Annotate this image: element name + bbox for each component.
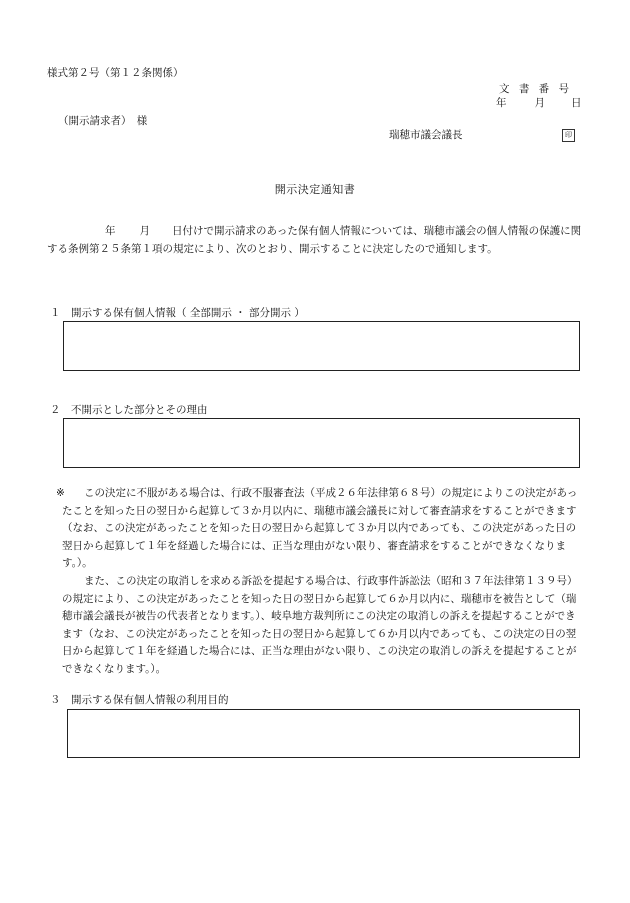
section-2-heading: ２ 不開示とした部分とその理由 — [50, 404, 208, 416]
notice-paragraph-1: この決定に不服がある場合は、行政不服審査法（平成２６年法律第６８号）の規定によりこの決定があったことを知った日の翌日から起算して３か月以内に、瑞穂市議会議長に対して審査請求をすることができます（なお、この決定があったことを知った日の翌日から起算して３か月以内であっても、この決定があった日の翌日から起算して１年を経過した場合には、正当な理由がない限り、審査請求をすることができなくなります。）。 — [62, 487, 578, 570]
seal-mark: 印 — [562, 129, 575, 142]
body-year-label: 年 — [105, 225, 116, 237]
section-3-box[interactable] — [67, 709, 580, 758]
form-label: 様式第２号（第１２条関係） — [47, 67, 184, 79]
date-day-label: 日 — [571, 97, 582, 109]
notice-mark: ※ — [56, 487, 65, 499]
issuer-name: 瑞穂市議会議長 — [389, 129, 463, 141]
appeal-notice — [56, 485, 584, 679]
date-line — [496, 96, 582, 111]
body-paragraph — [47, 222, 585, 258]
body-month-label: 月 — [139, 225, 150, 237]
section-1-box[interactable] — [63, 321, 580, 371]
requester-line: （開示請求者） 様 — [58, 115, 148, 127]
notice-paragraph-2: また、この決定の取消しを求める訴訟を提起する場合は、行政事件訴訟法（昭和３７年法律第１３９号）の規定により、この決定があったことを知った日の翌日から起算して６か月以内に、瑞穂市を被告として（瑞穂市議会議長が被告の代表者となります。）、岐阜地方裁判所にこの決定の取消しの訴えを提起することができます（なお、この決定があったことを知った日の翌日から起算して６か月以内であっても、この決定の日の翌日から起算して１年を経過した場合には、正当な理由がない限り、この決定の取消しの訴えを提起することができなくなります。）。 — [62, 574, 578, 675]
document-number-label: 文 書 番 号 — [499, 83, 573, 95]
section-2-box[interactable] — [63, 418, 580, 468]
date-year-label: 年 — [496, 97, 507, 109]
section-3-heading: ３ 開示する保有個人情報の利用目的 — [50, 694, 229, 706]
page-title: 開示決定通知書 — [274, 183, 356, 196]
section-1-heading: １ 開示する保有個人情報（ 全部開示 ・ 部分開示 ） — [50, 307, 305, 319]
date-month-label: 月 — [534, 97, 545, 109]
body-text: 日付けで開示請求のあった保有個人情報については、瑞穂市議会の個人情報の保護に関する条例第２５条第１項の規定により、次のとおり、開示することに決定したので通知します。 — [47, 225, 582, 255]
